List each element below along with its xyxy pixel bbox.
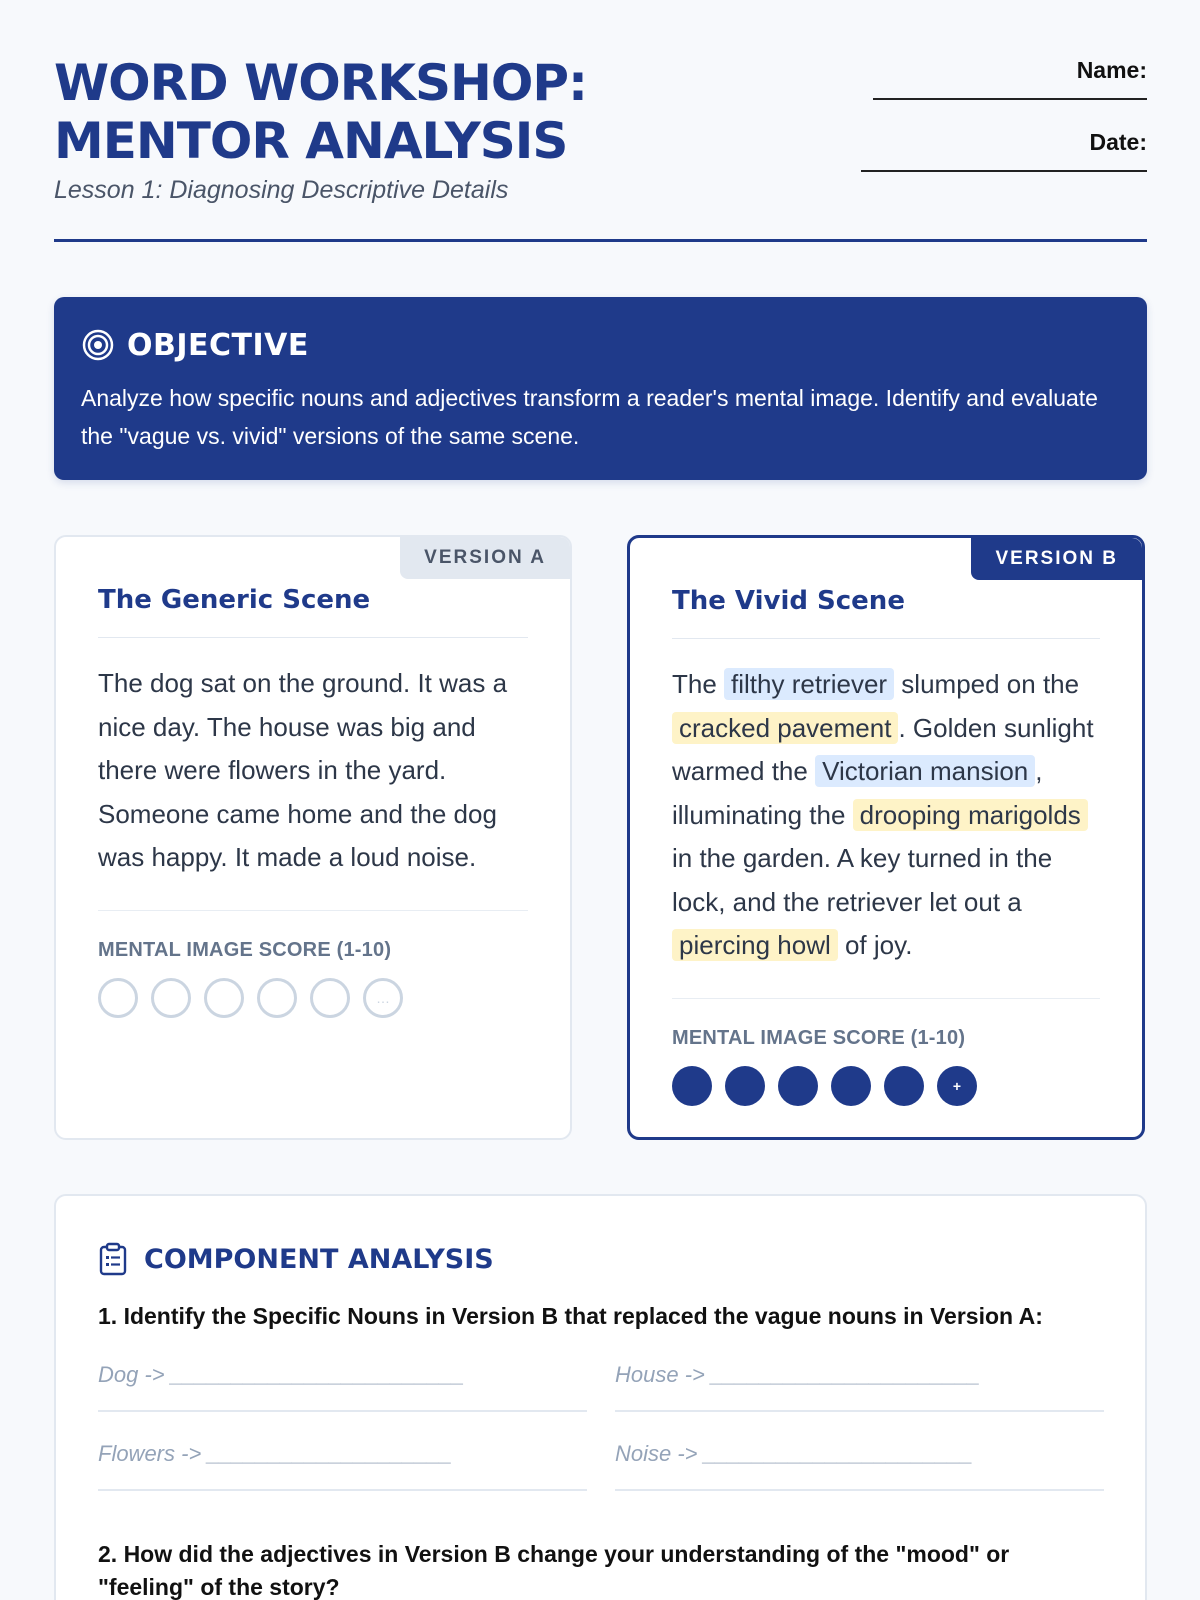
passage-text: in the garden. A key turned in the lock, and the retriever let out a — [672, 843, 1053, 917]
page-header — [54, 0, 1147, 245]
noise-answer-field[interactable]: Noise -> ______________________ — [615, 1431, 1104, 1491]
passage-text: , illuminating the — [672, 756, 1043, 830]
version-a-score-label: MENTAL IMAGE SCORE (1-10) — [98, 938, 392, 961]
date-blank-line[interactable] — [861, 170, 1147, 172]
header-divider — [54, 239, 1147, 242]
highlight-adjective: cracked pavement — [672, 712, 898, 744]
objective-header — [81, 327, 1121, 363]
analysis-header — [98, 1240, 1103, 1278]
highlight-adjective: piercing howl — [672, 929, 838, 961]
score-circle[interactable] — [98, 978, 138, 1018]
version-a-score-circles — [98, 978, 528, 1018]
version-a-tag: VERSION A — [400, 537, 570, 579]
page-title: WORD WORKSHOP: MENTOR ANALYSIS — [54, 54, 587, 170]
question-2: 2. How did the adjectives in Version B change your understanding of the "mood" or "feeling" of the story? — [98, 1541, 1010, 1600]
highlight-noun: Victorian mansion — [815, 755, 1035, 787]
score-circle-filled[interactable] — [672, 1066, 712, 1106]
version-a-card — [54, 535, 572, 1140]
version-b-title: The Vivid Scene — [672, 586, 905, 616]
score-circle-filled[interactable] — [831, 1066, 871, 1106]
highlight-adjective: drooping marigolds — [853, 799, 1088, 831]
lesson-subtitle: Lesson 1: Diagnosing Descriptive Details — [54, 176, 509, 204]
name-label: Name: — [1076, 57, 1147, 83]
score-circle[interactable] — [257, 978, 297, 1018]
target-icon — [81, 328, 115, 362]
score-circle[interactable] — [204, 978, 244, 1018]
divider — [98, 637, 528, 638]
version-b-score-circles — [672, 1066, 1100, 1106]
dog-answer-field[interactable]: Dog -> ________________________ — [98, 1352, 587, 1412]
component-analysis-section — [54, 1194, 1147, 1600]
student-info — [857, 56, 1147, 172]
version-a-title: The Generic Scene — [98, 585, 371, 615]
noun-replacement-fields — [98, 1352, 1103, 1510]
score-circle-more[interactable]: … — [363, 978, 403, 1018]
clipboard-icon — [98, 1242, 128, 1276]
version-b-card — [627, 535, 1145, 1140]
score-circle-filled[interactable] — [884, 1066, 924, 1106]
flowers-answer-field[interactable]: Flowers -> ____________________ — [98, 1431, 587, 1491]
divider — [672, 998, 1100, 999]
passage-text: The — [672, 669, 725, 699]
divider — [98, 910, 528, 911]
score-circle[interactable] — [151, 978, 191, 1018]
score-circle-filled[interactable] — [725, 1066, 765, 1106]
objective-title: OBJECTIVE — [127, 327, 309, 363]
score-circle-filled[interactable] — [778, 1066, 818, 1106]
question-1: 1. Identify the Specific Nouns in Version B that replaced the vague nouns in Version A: — [98, 1303, 1043, 1329]
highlight-noun: filthy retriever — [724, 668, 894, 700]
worksheet — [54, 0, 1147, 1600]
version-b-score-label: MENTAL IMAGE SCORE (1-10) — [672, 1026, 966, 1049]
analysis-title: COMPONENT ANALYSIS — [144, 1243, 494, 1275]
passage-text: slumped on the — [894, 669, 1080, 699]
date-label: Date: — [1089, 129, 1147, 155]
objective-text: Analyze how specific nouns and adjectives transform a reader's mental image. Identify and evaluate the "vague vs. vivid" versions of the same scene. — [81, 385, 1098, 449]
divider — [672, 638, 1100, 639]
version-b-tag: VERSION B — [971, 538, 1142, 580]
name-blank-line[interactable] — [873, 98, 1147, 100]
score-circle[interactable] — [310, 978, 350, 1018]
passage-text: of joy. — [837, 930, 913, 960]
passage-text: . Golden sunlight warmed the — [672, 712, 1094, 786]
version-b-passage — [672, 663, 1100, 968]
objective-box — [54, 297, 1147, 480]
house-answer-field[interactable]: House -> ______________________ — [615, 1352, 1104, 1412]
version-a-passage: The dog sat on the ground. It was a nice day. The house was big and there were flowers in the yard. Someone came home and the dog was happy. It made a loud noise. — [98, 668, 508, 872]
score-circle-more[interactable]: + — [937, 1066, 977, 1106]
